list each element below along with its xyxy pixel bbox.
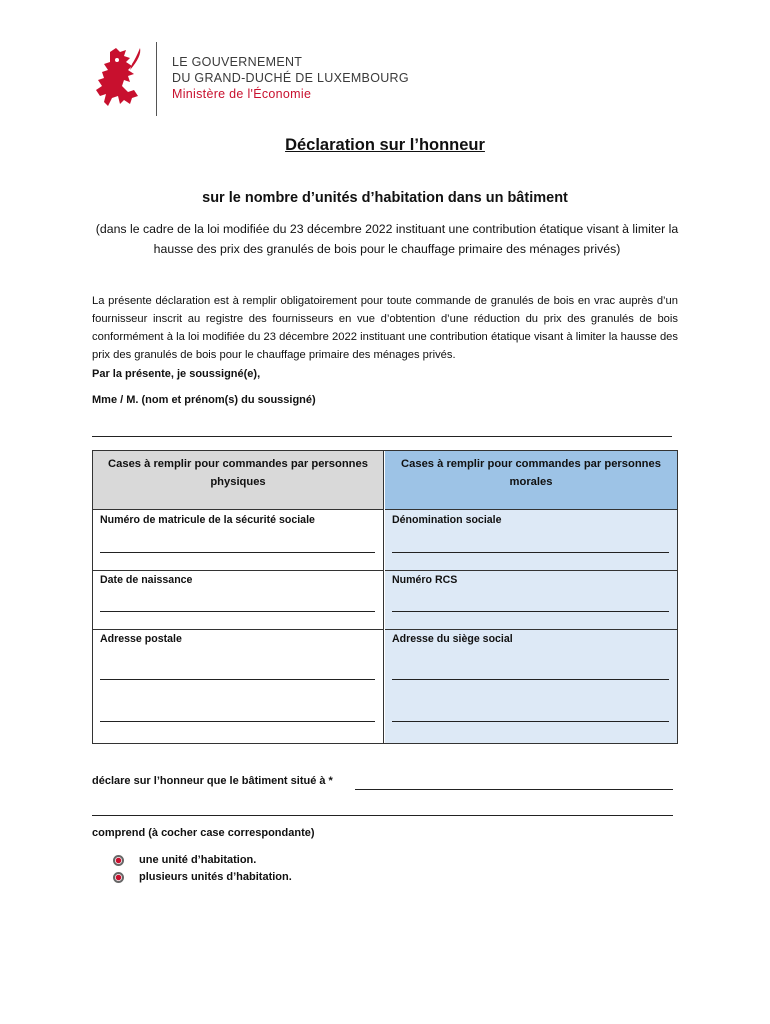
- declarant-table: [92, 450, 678, 744]
- document-subtitle: sur le nombre d’unités d’habitation dans un bâtiment: [202, 190, 568, 206]
- legal-persons-column: [385, 451, 677, 743]
- gov-line-2: DU GRAND-DUCHÉ DE LUXEMBOURG: [172, 71, 409, 85]
- head-office-label: Adresse du siège social: [392, 633, 513, 645]
- ssn-input-line[interactable]: [100, 552, 375, 553]
- physical-persons-header: Cases à remplir pour commandes par personnes physiques: [93, 451, 383, 510]
- birthdate-label: Date de naissance: [100, 574, 193, 586]
- unit-count-question: comprend (à cocher case correspondante): [92, 827, 315, 839]
- government-header: [90, 40, 490, 120]
- postal-address-line-1[interactable]: [100, 679, 375, 680]
- option-single-unit-label: une unité d’habitation.: [139, 853, 257, 866]
- option-single-unit[interactable]: [113, 853, 256, 866]
- option-multiple-units[interactable]: [113, 870, 292, 883]
- option-multiple-units-label: plusieurs unités d’habitation.: [139, 870, 292, 883]
- building-location-line-2[interactable]: [92, 815, 673, 816]
- declaration-statement: déclare sur l’honneur que le bâtiment situé à *: [92, 775, 333, 787]
- birthdate-input-line[interactable]: [100, 611, 375, 612]
- intro-paragraph: La présente déclaration est à remplir obligatoirement pour toute commande de granulés de bois en vrac auprès d’un fournisseur inscrit au registre des fournisseurs en vue d’obtention d’une réduction du prix des granulés de bois conformément à la loi modifiée du 23 décembre 2022 instituant une contribution étatique visant à limiter la hausse des prix des granulés de bois pour le chauffage primaire des ménages privés.: [92, 295, 678, 361]
- government-name: [172, 54, 409, 102]
- document-title: Déclaration sur l’honneur: [285, 136, 485, 154]
- building-location-line-1[interactable]: [355, 789, 673, 790]
- name-input-line[interactable]: [92, 436, 672, 437]
- rcs-number-input-line[interactable]: [392, 611, 669, 612]
- postal-address-label: Adresse postale: [100, 633, 182, 645]
- head-office-line-1[interactable]: [392, 679, 669, 680]
- radio-icon[interactable]: [113, 872, 124, 883]
- head-office-line-2[interactable]: [392, 721, 669, 722]
- name-label: Mme / M. (nom et prénom(s) du soussigné): [92, 394, 316, 406]
- ssn-label: Numéro de matricule de la sécurité sociale: [100, 514, 315, 526]
- legal-persons-header: Cases à remplir pour commandes par personnes morales: [385, 451, 677, 510]
- company-name-input-line[interactable]: [392, 552, 669, 553]
- company-name-label: Dénomination sociale: [392, 514, 502, 526]
- radio-icon[interactable]: [113, 855, 124, 866]
- legal-context: (dans le cadre de la loi modifiée du 23 décembre 2022 instituant une contribution étatique visant à limiter la hausse des prix des granulés de bois pour le chauffage primaire des ménages privés): [95, 222, 679, 256]
- ministry-name: Ministère de l'Économie: [172, 87, 312, 101]
- red-lion-logo: [90, 46, 146, 108]
- gov-line-1: LE GOUVERNEMENT: [172, 55, 303, 69]
- soussigne-label: Par la présente, je soussigné(e),: [92, 368, 261, 380]
- physical-persons-column: [93, 451, 384, 743]
- rcs-number-label: Numéro RCS: [392, 574, 458, 586]
- postal-address-line-2[interactable]: [100, 721, 375, 722]
- header-divider: [156, 42, 157, 116]
